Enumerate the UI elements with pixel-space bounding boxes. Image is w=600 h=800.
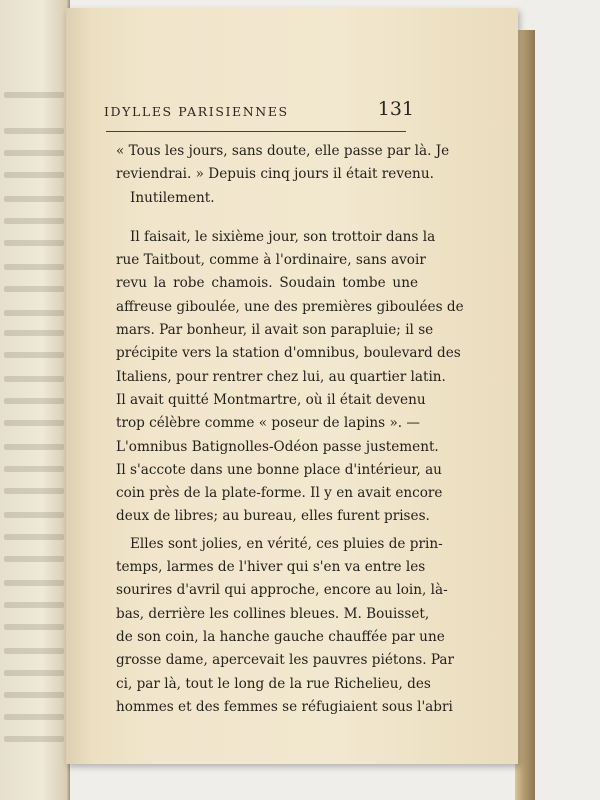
text-line: temps, larmes de l'hiver qui s'en va entre les — [116, 559, 426, 576]
book-fore-edge — [515, 30, 535, 800]
text-line: L'omnibus Batignolles-Odéon passe justement. — [116, 438, 439, 455]
text-line: Il faisait, le sixième jour, son trottoir dans la — [130, 228, 436, 245]
text-line: affreuse giboulée, une des premières giboulées de — [116, 298, 464, 315]
text-line: Italiens, pour rentrer chez lui, au quartier latin. — [116, 368, 446, 385]
body-text — [116, 140, 464, 719]
text-line: de son coin, la hanche gauche chauffée par une — [116, 628, 445, 645]
running-title: IDYLLES PARISIENNES — [104, 104, 289, 119]
text-line: coin près de la plate-forme. Il y en avait encore — [116, 485, 443, 502]
text-line: rue Taitbout, comme à l'ordinaire, sans avoir — [116, 252, 426, 269]
facing-page-edge — [0, 0, 70, 800]
text-line: ci, par là, tout le long de la rue Richelieu, des — [116, 675, 431, 692]
text-line: revu la robe chamois. Soudain tombe une — [116, 275, 418, 292]
header-rule — [106, 131, 406, 132]
paragraph — [116, 533, 455, 719]
text-line: deux de libres; au bureau, elles furent prises. — [116, 508, 430, 525]
text-line: grosse dame, apercevait les pauvres piétons. Par — [116, 652, 455, 669]
text-line: Inutilement. — [130, 189, 215, 206]
text-line: précipite vers la station d'omnibus, boulevard des — [116, 345, 461, 362]
text-line: Il avait quitté Montmartre, où il était devenu — [116, 391, 426, 408]
text-line: sourires d'avril qui approche, encore au loin, là- — [116, 582, 448, 599]
paragraph — [116, 226, 464, 529]
text-line: Elles sont jolies, en vérité, ces pluies de prin- — [130, 535, 443, 552]
text-line: « Tous les jours, sans doute, elle passe par là. Je — [116, 143, 450, 159]
text-line: mars. Par bonheur, il avait son parapluie; il se — [116, 322, 434, 339]
text-line: Il s'accote dans une bonne place d'intérieur, au — [116, 461, 442, 478]
paragraph — [116, 140, 450, 210]
text-line: reviendrai. » Depuis cinq jours il était revenu. — [116, 166, 434, 183]
text-line: hommes et des femmes se réfugiaient sous l'abri — [116, 698, 453, 715]
page-number: 131 — [377, 98, 414, 120]
text-line: bas, derrière les collines bleues. M. Bouisset, — [116, 605, 430, 622]
text-line: trop célèbre comme « poseur de lapins ». — — [116, 415, 421, 432]
page-header — [104, 98, 414, 128]
